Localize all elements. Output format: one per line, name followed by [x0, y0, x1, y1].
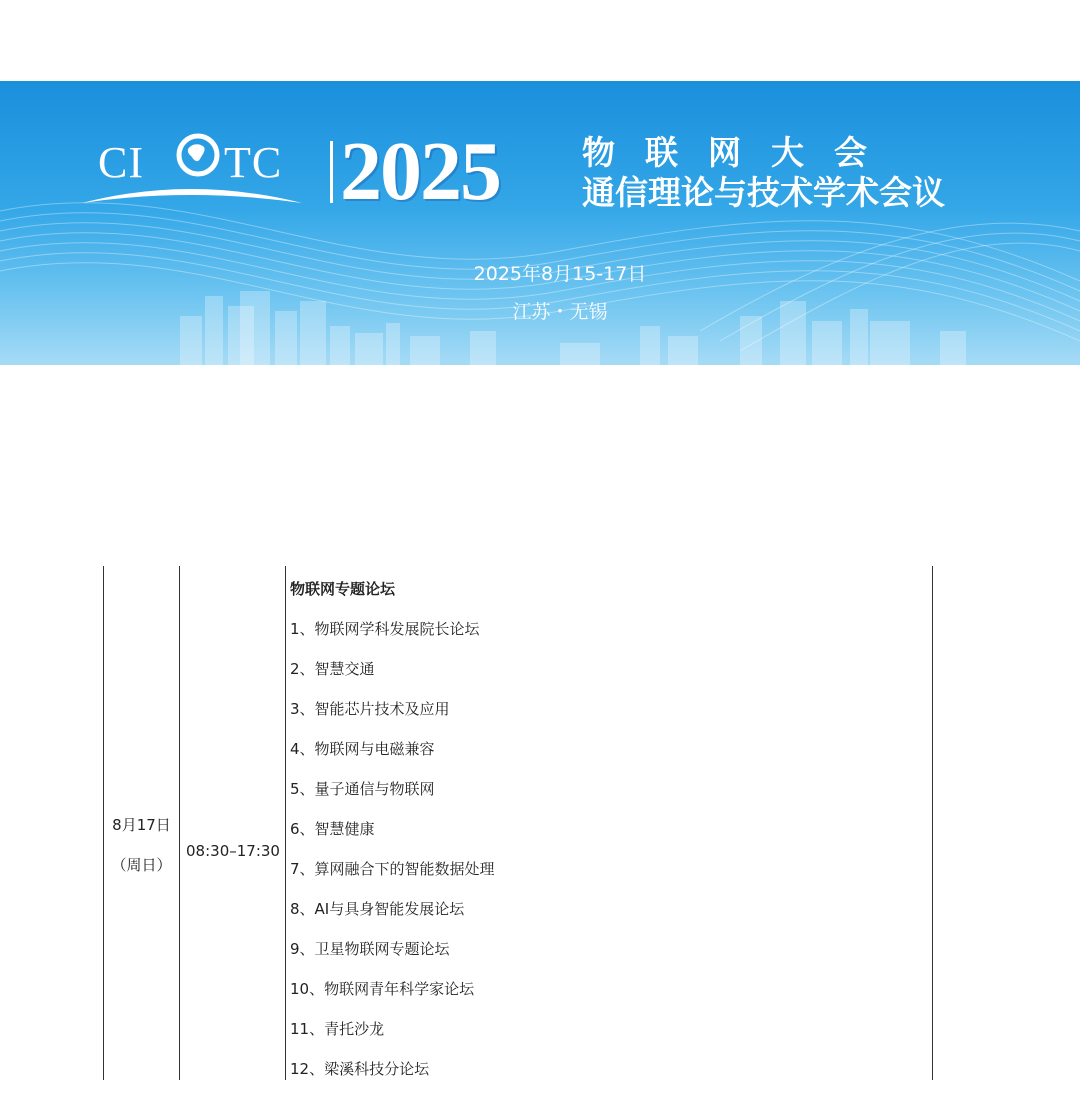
conference-banner — [0, 81, 1080, 365]
schedule-content-cell — [290, 576, 910, 1096]
conference-title-line1: 物联网大会 — [582, 133, 897, 172]
globe-icon — [176, 129, 220, 181]
forum-item: 1、物联网学科发展院长论坛 — [290, 620, 480, 638]
forum-item: 11、青托沙龙 — [290, 1020, 385, 1038]
title-divider — [330, 141, 333, 203]
schedule-date-cell — [104, 566, 179, 1080]
schedule-weekday: （周日） — [111, 856, 172, 874]
conference-year: 2025 — [340, 125, 500, 218]
forum-item: 9、卫星物联网专题论坛 — [290, 940, 450, 958]
forum-item: 4、物联网与电磁兼容 — [290, 740, 435, 758]
forum-item: 3、智能芯片技术及应用 — [290, 700, 450, 718]
schedule-date: 8月17日 — [112, 816, 171, 834]
schedule-time-cell — [180, 566, 286, 1080]
forum-item: 7、算网融合下的智能数据处理 — [290, 860, 495, 878]
logo-text-right: TC — [224, 138, 283, 187]
forum-item: 8、AI与具身智能发展论坛 — [290, 900, 465, 918]
event-date: 2025年8月15-17日 — [473, 263, 647, 285]
schedule-time: 08:30–17:30 — [186, 842, 280, 860]
forum-item: 2、智慧交通 — [290, 660, 375, 678]
ciotc-logo — [80, 125, 305, 205]
forum-item: 6、智慧健康 — [290, 820, 375, 838]
conference-title-line2: 通信理论与技术学术会议 — [582, 173, 945, 212]
event-location: 江苏・无锡 — [512, 301, 608, 323]
forum-heading: 物联网专题论坛 — [290, 580, 396, 598]
schedule-table — [103, 566, 933, 1080]
logo-swoosh — [80, 181, 305, 205]
forum-item: 5、量子通信与物联网 — [290, 780, 435, 798]
forum-item: 12、梁溪科技分论坛 — [290, 1060, 430, 1078]
forum-item: 10、物联网青年科学家论坛 — [290, 980, 475, 998]
logo-text-left: CI — [98, 138, 144, 187]
